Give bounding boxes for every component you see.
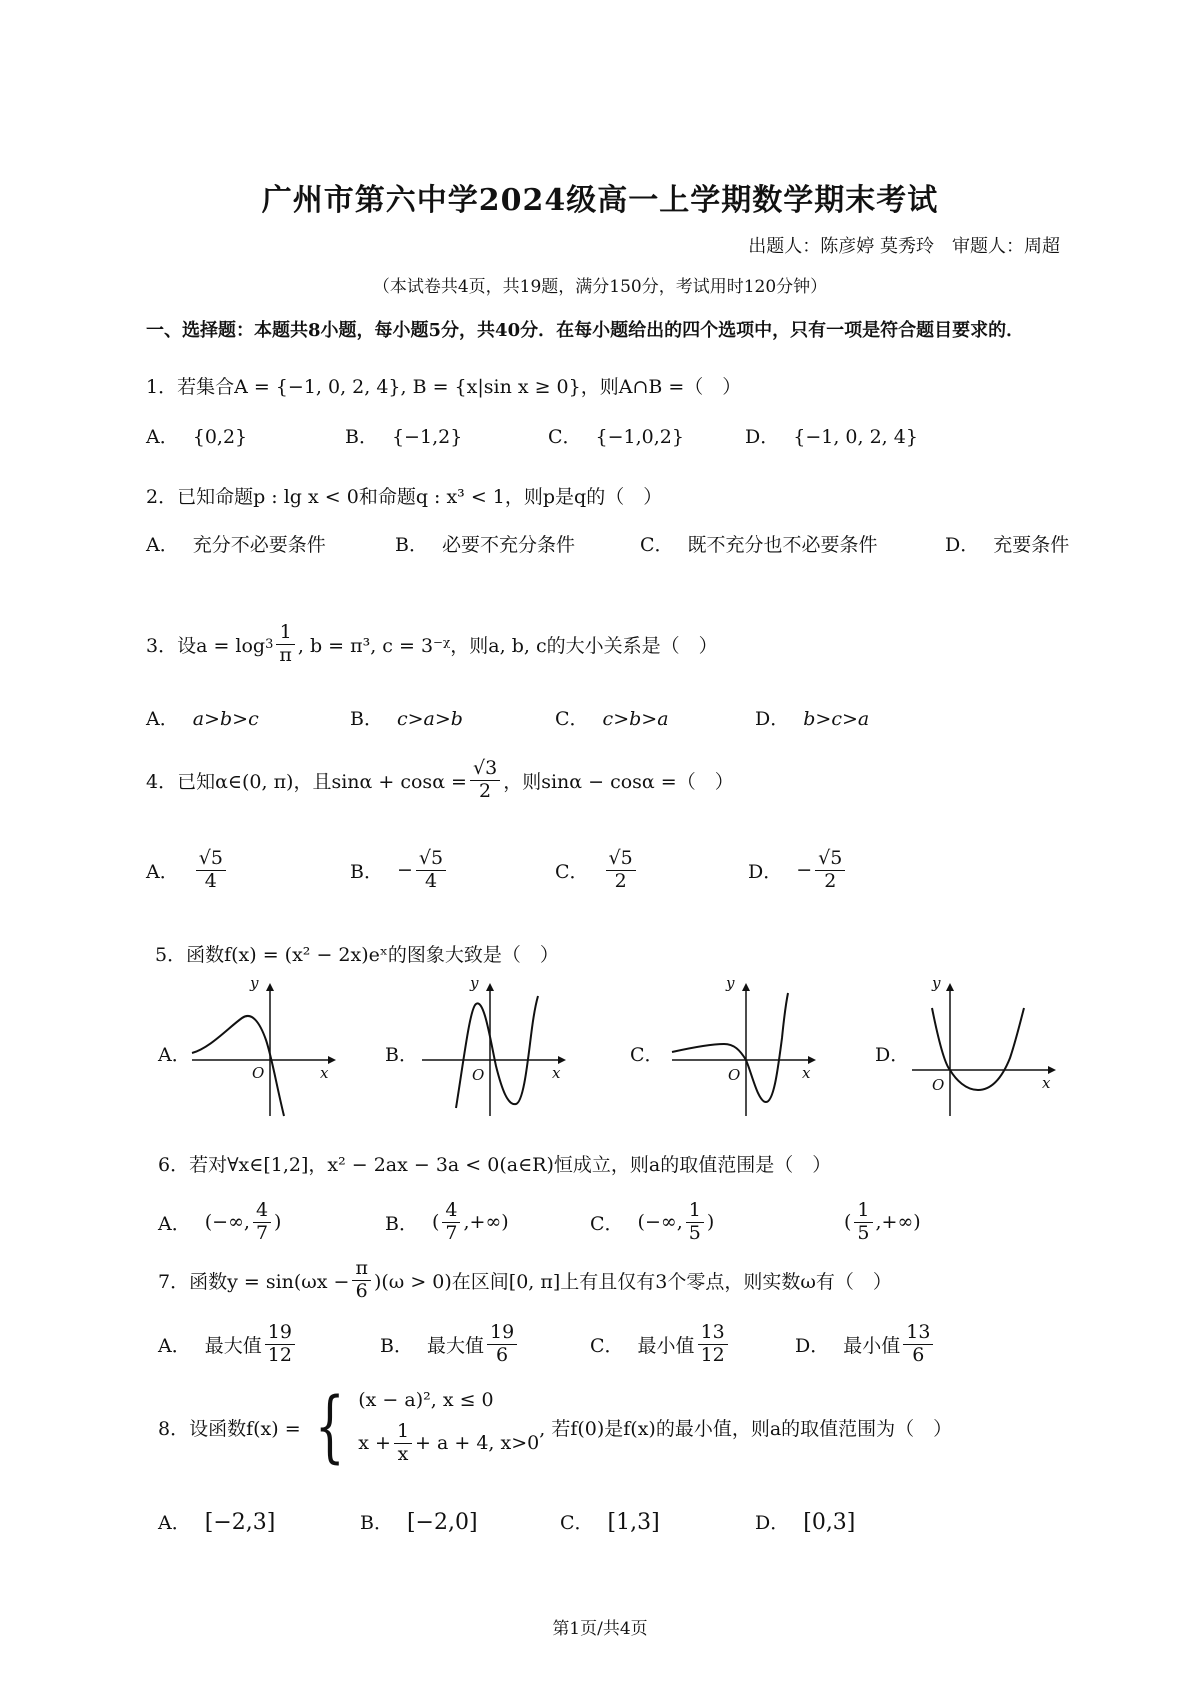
q7-num: π bbox=[352, 1258, 371, 1281]
option-sign: − bbox=[796, 859, 813, 882]
option-post: ,+∞) bbox=[463, 1211, 509, 1234]
option-label: D． bbox=[945, 534, 980, 556]
option-label: A． bbox=[146, 426, 179, 448]
origin-label: O bbox=[728, 1066, 741, 1084]
y-axis-label: y bbox=[726, 978, 735, 992]
question-8-option-d bbox=[755, 1508, 855, 1535]
option-label: B． bbox=[350, 860, 383, 883]
option-label: C． bbox=[548, 426, 582, 448]
question-6-stem: 6．若对∀x∈[1,2]，x² − 2ax − 3a < 0(a∈R)恒成立，则a的取值范围是（ ） bbox=[158, 1154, 832, 1176]
exam-info: （本试卷共4页，共19题，满分150分，考试用时120分钟） bbox=[372, 277, 828, 297]
option-label: B． bbox=[395, 534, 428, 556]
option-label: C． bbox=[590, 1212, 624, 1235]
question-2-option-b bbox=[395, 530, 575, 557]
question-4-option-a bbox=[146, 848, 229, 893]
question-3-option-d bbox=[755, 704, 869, 731]
graph-b bbox=[420, 978, 570, 1118]
option-text: a>b>c bbox=[192, 708, 259, 730]
case-2-fraction bbox=[394, 1421, 412, 1466]
option-num: √5 bbox=[606, 848, 636, 871]
question-7-option-c bbox=[590, 1322, 731, 1367]
question-5-label-b: B． bbox=[385, 1044, 418, 1066]
option-label: B． bbox=[350, 708, 383, 730]
q4-den: 2 bbox=[479, 779, 492, 802]
question-2-option-c bbox=[640, 530, 878, 557]
question-4-option-c bbox=[555, 848, 639, 893]
question-6-option-a bbox=[158, 1200, 281, 1245]
option-num: 13 bbox=[903, 1322, 933, 1345]
option-num: √5 bbox=[815, 848, 845, 871]
option-fraction bbox=[253, 1200, 271, 1245]
question-1-stem: 1．若集合A = {−1, 0, 2, 4}, B = {x|sin x ≥ 0}，则A∩B =（ ） bbox=[146, 376, 742, 398]
option-num: 1 bbox=[686, 1200, 704, 1223]
graph-c bbox=[670, 978, 820, 1118]
option-fraction bbox=[903, 1322, 933, 1367]
question-5-stem: 5．函数f(x) = (x² − 2x)eˣ的图象大致是（ ） bbox=[155, 944, 559, 966]
y-axis-arrow bbox=[742, 983, 750, 991]
option-text: 最大值 bbox=[204, 1334, 262, 1357]
question-3-option-b bbox=[350, 704, 463, 731]
question-7-option-d bbox=[795, 1322, 936, 1367]
option-label: C． bbox=[555, 860, 589, 883]
option-label: C． bbox=[590, 1334, 624, 1357]
question-6-option-d bbox=[830, 1200, 921, 1245]
option-label: D． bbox=[795, 1334, 830, 1357]
option-num: 19 bbox=[487, 1322, 517, 1345]
option-pre: (−∞, bbox=[637, 1211, 683, 1234]
option-num: 13 bbox=[698, 1322, 728, 1345]
option-text: 既不充分也不必要条件 bbox=[687, 534, 878, 556]
graph-curve bbox=[932, 1008, 1024, 1090]
exam-title: 广州市第六中学2024级高一上学期数学期末考试 bbox=[261, 183, 939, 218]
y-axis-label: y bbox=[470, 978, 479, 992]
option-label: C． bbox=[555, 708, 589, 730]
question-4-option-b bbox=[350, 848, 449, 893]
option-post: ) bbox=[274, 1211, 282, 1234]
question-5-label-d: D． bbox=[875, 1044, 910, 1066]
x-axis-label: x bbox=[320, 1064, 329, 1082]
option-label: D． bbox=[755, 1512, 790, 1534]
option-post: ,+∞) bbox=[875, 1211, 921, 1234]
option-text: {−1, 0, 2, 4} bbox=[793, 426, 918, 448]
question-4-option-d bbox=[748, 848, 848, 893]
graph-curve bbox=[672, 993, 788, 1102]
option-label: C． bbox=[560, 1512, 594, 1534]
x-axis-label: x bbox=[552, 1064, 561, 1082]
x-axis-arrow bbox=[328, 1056, 336, 1064]
x-axis-arrow bbox=[808, 1056, 816, 1064]
option-den: 7 bbox=[445, 1221, 458, 1244]
option-pre: ( bbox=[844, 1211, 852, 1234]
option-num: 1 bbox=[854, 1200, 872, 1223]
option-label: B． bbox=[385, 1212, 418, 1235]
option-text: 最大值 bbox=[426, 1334, 484, 1357]
question-3-option-a bbox=[146, 704, 259, 731]
option-text: 最小值 bbox=[637, 1334, 695, 1357]
graph-curve bbox=[456, 996, 538, 1108]
q8-post: , 若f(0)是f(x)的最小值，则a的取值范围为（ ） bbox=[539, 1417, 953, 1440]
option-den: 4 bbox=[204, 869, 217, 892]
option-fraction bbox=[196, 848, 226, 893]
option-text: {0,2} bbox=[192, 426, 248, 448]
option-label: A． bbox=[146, 708, 179, 730]
origin-label: O bbox=[932, 1076, 945, 1094]
piecewise-cases bbox=[358, 1389, 539, 1466]
question-8-option-c bbox=[560, 1508, 660, 1535]
q7-fraction bbox=[352, 1258, 371, 1303]
question-7-option-a bbox=[158, 1322, 298, 1367]
option-label: D． bbox=[745, 426, 780, 448]
option-num: 4 bbox=[442, 1200, 460, 1223]
option-sign: − bbox=[396, 859, 413, 882]
question-1-option-d bbox=[745, 422, 918, 449]
option-text: 最小值 bbox=[843, 1334, 901, 1357]
option-text: [−2,0] bbox=[406, 1510, 478, 1535]
option-fraction bbox=[442, 1200, 460, 1245]
q4-num: √3 bbox=[470, 758, 500, 781]
q7-post: )(ω > 0)在区间[0, π]上有且仅有3个零点，则实数ω有（ ） bbox=[373, 1270, 892, 1293]
case-2-num: 1 bbox=[394, 1421, 412, 1444]
q3-pre: 3．设a = log bbox=[146, 634, 266, 657]
question-5-label-a: A． bbox=[158, 1044, 191, 1066]
origin-label: O bbox=[252, 1064, 265, 1082]
option-num: 19 bbox=[265, 1322, 295, 1345]
option-label: A． bbox=[158, 1334, 191, 1357]
piecewise bbox=[301, 1382, 540, 1472]
option-label: A． bbox=[158, 1212, 191, 1235]
q3-num: 1 bbox=[276, 622, 295, 645]
graph-a bbox=[190, 978, 340, 1118]
y-axis-label: y bbox=[250, 978, 259, 992]
y-axis-arrow bbox=[266, 983, 274, 991]
y-axis-label: y bbox=[932, 978, 941, 992]
option-den: 6 bbox=[496, 1343, 509, 1366]
option-fraction bbox=[854, 1200, 872, 1245]
case-2-den: x bbox=[397, 1442, 409, 1465]
question-8-option-a bbox=[158, 1508, 275, 1535]
y-axis-arrow bbox=[946, 983, 954, 991]
option-den: 5 bbox=[857, 1221, 870, 1244]
q3-fraction bbox=[276, 622, 295, 667]
option-num: √5 bbox=[196, 848, 226, 871]
section-heading: 一、选择题：本题共8小题，每小题5分，共40分．在每小题给出的四个选项中，只有一项是符合题目要求的． bbox=[146, 320, 1025, 341]
question-2-stem: 2．已知命题p : lg x < 0和命题q : x³ < 1，则p是q的（ ） bbox=[146, 486, 663, 508]
q3-log-base: 3 bbox=[265, 636, 274, 652]
question-5-label-c: C． bbox=[630, 1044, 664, 1066]
option-post: ) bbox=[706, 1211, 715, 1234]
graph-d bbox=[910, 978, 1060, 1118]
option-fraction bbox=[416, 848, 446, 893]
question-2-option-d bbox=[945, 530, 1069, 557]
question-3-stem bbox=[146, 622, 718, 667]
x-axis-arrow bbox=[1048, 1066, 1056, 1074]
option-text: 充分不必要条件 bbox=[192, 534, 326, 556]
case-1: (x − a)², x ≤ 0 bbox=[358, 1388, 494, 1411]
q3-den: π bbox=[279, 643, 292, 666]
option-fraction bbox=[606, 848, 636, 893]
question-1-option-b bbox=[345, 422, 462, 449]
question-3-option-c bbox=[555, 704, 669, 731]
q4-pre: 4．已知α∈(0, π)，且sinα + cosα = bbox=[146, 770, 467, 793]
option-label: A． bbox=[146, 534, 179, 556]
option-text: c>b>a bbox=[602, 708, 669, 730]
left-brace: { bbox=[314, 1382, 345, 1472]
option-text: [0,3] bbox=[803, 1510, 856, 1535]
option-den: 5 bbox=[688, 1221, 701, 1244]
option-fraction bbox=[487, 1322, 517, 1367]
q8-pre: 8．设函数f(x) = bbox=[158, 1417, 301, 1440]
option-den: 12 bbox=[267, 1343, 292, 1366]
option-den: 4 bbox=[424, 869, 438, 892]
option-label: B． bbox=[380, 1334, 413, 1357]
option-text: {−1,0,2} bbox=[595, 426, 684, 448]
option-den: 6 bbox=[912, 1343, 925, 1366]
option-text: 必要不充分条件 bbox=[441, 534, 575, 556]
option-text: {−1,2} bbox=[391, 426, 463, 448]
question-1-option-a bbox=[146, 422, 247, 449]
x-axis-arrow bbox=[558, 1056, 566, 1064]
exam-authors: 出题人：陈彦婷 莫秀玲 审题人：周超 bbox=[748, 236, 1060, 257]
question-8-stem bbox=[158, 1382, 953, 1472]
option-den: 2 bbox=[824, 869, 837, 892]
option-num: 4 bbox=[253, 1200, 271, 1223]
question-6-option-c bbox=[590, 1200, 714, 1245]
option-fraction bbox=[265, 1322, 295, 1367]
option-label: B． bbox=[345, 426, 378, 448]
question-1-option-c bbox=[548, 422, 684, 449]
y-axis-arrow bbox=[486, 983, 494, 991]
option-text: c>a>b bbox=[396, 708, 463, 730]
page-footer: 第1页/共4页 bbox=[552, 1619, 648, 1639]
option-pre: ( bbox=[431, 1211, 440, 1234]
option-fraction bbox=[698, 1322, 728, 1367]
option-label: D． bbox=[748, 860, 783, 883]
option-den: 12 bbox=[700, 1343, 725, 1366]
q4-fraction bbox=[470, 758, 500, 803]
option-text: 充要条件 bbox=[993, 534, 1070, 556]
option-fraction bbox=[815, 848, 845, 893]
option-text: [−2,3] bbox=[204, 1510, 276, 1535]
option-num: √5 bbox=[416, 848, 446, 871]
option-label: A． bbox=[158, 1512, 191, 1534]
question-7-stem bbox=[158, 1258, 892, 1303]
case-2-pre: x + bbox=[358, 1432, 391, 1454]
q4-post: ，则sinα − cosα =（ ） bbox=[503, 770, 734, 793]
question-2-option-a bbox=[146, 530, 326, 557]
option-text: [1,3] bbox=[607, 1510, 660, 1535]
option-text: b>c>a bbox=[803, 708, 870, 730]
origin-label: O bbox=[472, 1066, 485, 1084]
option-pre: (−∞, bbox=[204, 1211, 250, 1234]
x-axis-label: x bbox=[1042, 1074, 1051, 1092]
question-8-option-b bbox=[360, 1508, 478, 1535]
option-label: B． bbox=[360, 1512, 393, 1534]
option-den: 2 bbox=[614, 869, 627, 892]
option-label: C． bbox=[640, 534, 674, 556]
option-label: D． bbox=[755, 708, 790, 730]
question-4-stem bbox=[146, 758, 734, 803]
option-den: 7 bbox=[255, 1221, 269, 1244]
question-6-option-b bbox=[385, 1200, 509, 1245]
x-axis-label: x bbox=[802, 1064, 811, 1082]
option-label: A． bbox=[146, 860, 179, 883]
q7-pre: 7．函数y = sin(ωx − bbox=[158, 1270, 350, 1293]
case-2 bbox=[358, 1421, 539, 1466]
question-7-option-b bbox=[380, 1322, 520, 1367]
q7-den: 6 bbox=[355, 1279, 368, 1302]
option-fraction bbox=[686, 1200, 704, 1245]
q3-post: , b = π³, c = 3⁻ᵡ，则a, b, c的大小关系是（ ） bbox=[297, 634, 718, 657]
case-2-post: + a + 4, x>0 bbox=[415, 1432, 540, 1454]
